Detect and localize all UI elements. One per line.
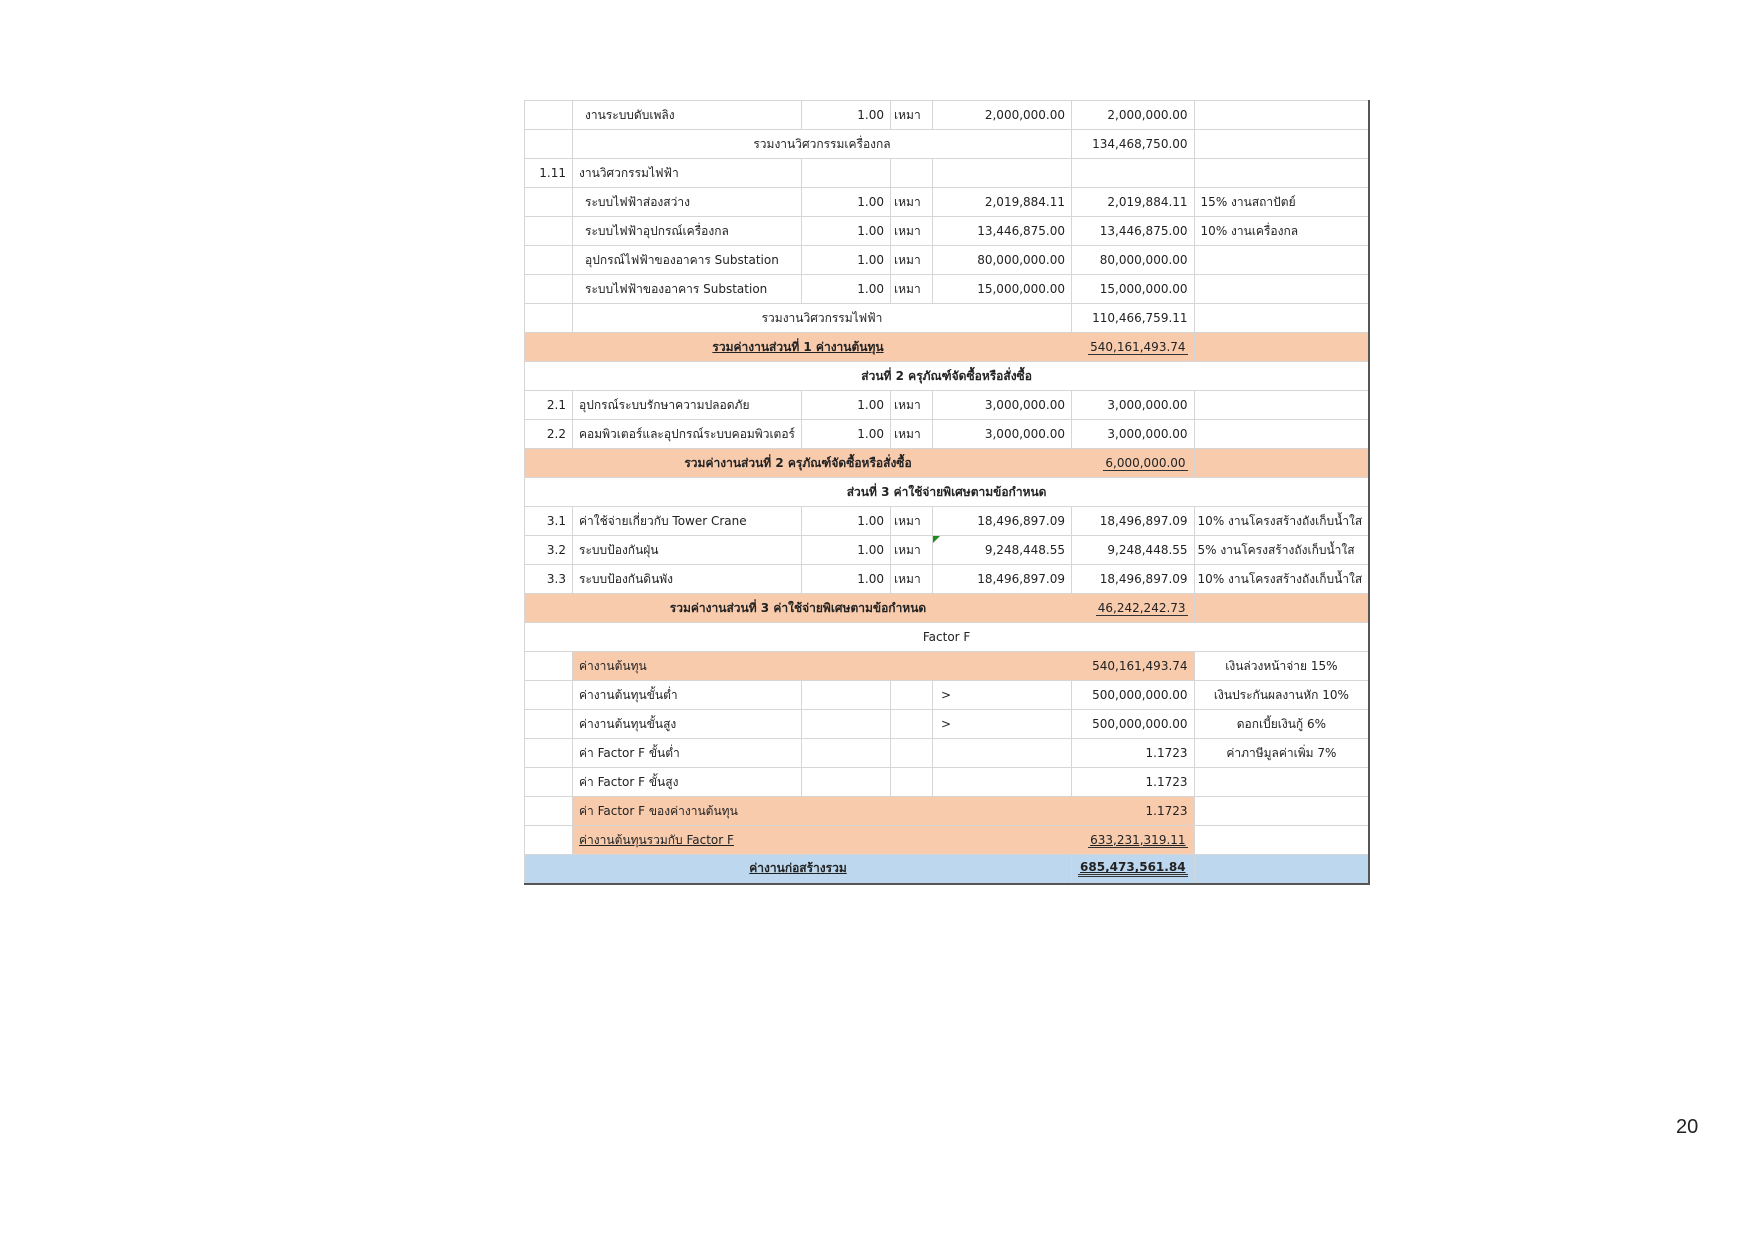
factor-note: เงินล่วงหน้าจ่าย 15% xyxy=(1194,652,1369,681)
factor-row xyxy=(525,739,1370,768)
empty-cell xyxy=(1194,797,1369,826)
empty-cell xyxy=(802,681,891,710)
part1-total-label-text: รวมค่างานส่วนที่ 1 ค่างานต้นทุน xyxy=(712,339,884,354)
qty-cell: 1.00 xyxy=(802,217,891,246)
part2-total-amount xyxy=(1072,449,1195,478)
subtotal-amount: 134,468,750.00 xyxy=(1072,130,1195,159)
unit-price-cell: 3,000,000.00 xyxy=(933,391,1072,420)
empty-cell xyxy=(525,130,573,159)
factor-f-title-row xyxy=(525,623,1370,652)
note-cell xyxy=(1194,101,1369,130)
amount-cell: 13,446,875.00 xyxy=(1072,217,1195,246)
factor-row xyxy=(525,826,1370,855)
part2-total-row xyxy=(525,449,1370,478)
grand-total-value: 685,473,561.84 xyxy=(1078,860,1188,877)
table-row xyxy=(525,536,1370,565)
factor-max-label: ค่างานต้นทุนขั้นสูง xyxy=(573,710,802,739)
factor-min-value: 500,000,000.00 xyxy=(1072,681,1195,710)
unit-cell: เหมา xyxy=(891,420,933,449)
unit-price-cell: 2,000,000.00 xyxy=(933,101,1072,130)
part3-total-row xyxy=(525,594,1370,623)
unit-cell: เหมา xyxy=(891,101,933,130)
item-name-cell: ระบบไฟฟ้าของอาคาร Substation xyxy=(573,275,802,304)
factor-max-value: 500,000,000.00 xyxy=(1072,710,1195,739)
unit-cell: เหมา xyxy=(891,188,933,217)
unit-cell: เหมา xyxy=(891,391,933,420)
unit-cell: เหมา xyxy=(891,275,933,304)
qty-cell: 1.00 xyxy=(802,101,891,130)
item-name-cell: งานระบบดับเพลิง xyxy=(573,101,802,130)
factor-row xyxy=(525,768,1370,797)
part3-total-label: รวมค่างานส่วนที่ 3 ค่าใช้จ่ายพิเศษตามข้อกำหนด xyxy=(525,594,1072,623)
note-cell: 15% งานสถาปัตย์ xyxy=(1194,188,1369,217)
empty-cell xyxy=(525,710,573,739)
factor-note: เงินประกันผลงานหัก 10% xyxy=(1194,681,1369,710)
empty-cell xyxy=(525,217,573,246)
empty-cell xyxy=(525,275,573,304)
item-name-cell: ระบบไฟฟ้าส่องสว่าง xyxy=(573,188,802,217)
cost-with-f-amount xyxy=(1072,826,1195,855)
item-name-cell: คอมพิวเตอร์และอุปกรณ์ระบบคอมพิวเตอร์ xyxy=(573,420,802,449)
empty-cell xyxy=(891,159,933,188)
factor-note: ค่าภาษีมูลค่าเพิ่ม 7% xyxy=(1194,739,1369,768)
empty-cell xyxy=(933,739,1072,768)
cost-estimate-table xyxy=(524,100,1370,885)
empty-cell xyxy=(525,188,573,217)
factor-fmax-value: 1.1723 xyxy=(1072,768,1195,797)
grand-total-label xyxy=(525,855,1072,884)
factor-fmin-value: 1.1723 xyxy=(1072,739,1195,768)
empty-cell xyxy=(891,681,933,710)
part1-total-amount xyxy=(1072,333,1195,362)
cost-with-f-label-text: ค่างานต้นทุนรวมกับ Factor F xyxy=(579,832,734,847)
amount-cell: 18,496,897.09 xyxy=(1072,507,1195,536)
qty-cell: 1.00 xyxy=(802,536,891,565)
subtotal-row xyxy=(525,130,1370,159)
note-cell: 10% งานโครงสร้างถังเก็บน้ำใส xyxy=(1194,565,1369,594)
qty-cell: 1.00 xyxy=(802,246,891,275)
empty-cell xyxy=(891,739,933,768)
empty-cell xyxy=(1194,826,1369,855)
qty-cell: 1.00 xyxy=(802,420,891,449)
empty-cell xyxy=(1194,449,1369,478)
empty-cell xyxy=(891,768,933,797)
cost-with-f-value: 633,231,319.11 xyxy=(1090,832,1186,847)
item-name-cell: อุปกรณ์ระบบรักษาความปลอดภัย xyxy=(573,391,802,420)
empty-cell xyxy=(1194,159,1369,188)
factor-cost-label: ค่างานต้นทุน xyxy=(573,652,1072,681)
item-name-cell: ค่าใช้จ่ายเกี่ยวกับ Tower Crane xyxy=(573,507,802,536)
table-row xyxy=(525,565,1370,594)
subtotal-label: รวมงานวิศวกรรมไฟฟ้า xyxy=(573,304,1072,333)
empty-cell xyxy=(525,652,573,681)
item-name-cell: งานวิศวกรรมไฟฟ้า xyxy=(573,159,802,188)
unit-price-cell: 18,496,897.09 xyxy=(933,507,1072,536)
empty-cell xyxy=(891,710,933,739)
table-row xyxy=(525,101,1370,130)
part2-title-row xyxy=(525,362,1370,391)
empty-cell xyxy=(1194,333,1369,362)
table-row xyxy=(525,217,1370,246)
note-cell xyxy=(1194,420,1369,449)
item-name-cell: อุปกรณ์ไฟฟ้าของอาคาร Substation xyxy=(573,246,802,275)
empty-cell xyxy=(1194,855,1369,884)
subtotal-row xyxy=(525,304,1370,333)
page-number: 20 xyxy=(1676,1116,1699,1138)
grand-total-amount xyxy=(1072,855,1195,884)
part2-total-value: 6,000,000.00 xyxy=(1105,455,1186,470)
empty-cell xyxy=(525,797,573,826)
factor-fcost-value: 1.1723 xyxy=(1072,797,1195,826)
comparison-operator: > xyxy=(933,710,1072,739)
qty-cell: 1.00 xyxy=(802,507,891,536)
part1-total-row xyxy=(525,333,1370,362)
empty-cell xyxy=(933,768,1072,797)
empty-cell xyxy=(1194,130,1369,159)
empty-cell xyxy=(802,739,891,768)
factor-cost-value: 540,161,493.74 xyxy=(1072,652,1195,681)
item-name-cell: ระบบป้องกันฝุ่น xyxy=(573,536,802,565)
amount-cell: 2,019,884.11 xyxy=(1072,188,1195,217)
item-no-cell: 2.2 xyxy=(525,420,573,449)
subtotal-amount: 110,466,759.11 xyxy=(1072,304,1195,333)
unit-price-cell: 9,248,448.55 xyxy=(933,536,1072,565)
empty-cell xyxy=(525,739,573,768)
factor-row xyxy=(525,797,1370,826)
grand-total-row xyxy=(525,855,1370,884)
factor-row xyxy=(525,652,1370,681)
part3-title-row xyxy=(525,478,1370,507)
amount-cell: 15,000,000.00 xyxy=(1072,275,1195,304)
qty-cell: 1.00 xyxy=(802,391,891,420)
empty-cell xyxy=(1194,594,1369,623)
subtotal-label: รวมงานวิศวกรรมเครื่องกล xyxy=(573,130,1072,159)
empty-cell xyxy=(1194,768,1369,797)
amount-cell: 9,248,448.55 xyxy=(1072,536,1195,565)
amount-cell: 3,000,000.00 xyxy=(1072,420,1195,449)
unit-price-cell: 15,000,000.00 xyxy=(933,275,1072,304)
empty-cell xyxy=(525,768,573,797)
table-row xyxy=(525,391,1370,420)
item-no-cell: 3.1 xyxy=(525,507,573,536)
unit-cell: เหมา xyxy=(891,536,933,565)
factor-fmin-label: ค่า Factor F ขั้นต่ำ xyxy=(573,739,802,768)
unit-price-cell: 80,000,000.00 xyxy=(933,246,1072,275)
part3-title: ส่วนที่ 3 ค่าใช้จ่ายพิเศษตามข้อกำหนด xyxy=(525,478,1370,507)
empty-cell xyxy=(1194,304,1369,333)
factor-fmax-label: ค่า Factor F ขั้นสูง xyxy=(573,768,802,797)
note-cell: 5% งานโครงสร้างถังเก็บน้ำใส xyxy=(1194,536,1369,565)
part1-total-value: 540,161,493.74 xyxy=(1090,339,1186,354)
unit-cell: เหมา xyxy=(891,565,933,594)
cost-with-f-label xyxy=(573,826,1072,855)
item-no-cell: 3.3 xyxy=(525,565,573,594)
part3-total-amount xyxy=(1072,594,1195,623)
item-no-cell: 2.1 xyxy=(525,391,573,420)
grand-total-label-text: ค่างานก่อสร้างรวม xyxy=(749,861,847,876)
qty-cell: 1.00 xyxy=(802,188,891,217)
unit-cell: เหมา xyxy=(891,507,933,536)
unit-price-cell: 3,000,000.00 xyxy=(933,420,1072,449)
table-row xyxy=(525,275,1370,304)
factor-min-label: ค่างานต้นทุนขั้นต่ำ xyxy=(573,681,802,710)
table-row xyxy=(525,420,1370,449)
table-row xyxy=(525,246,1370,275)
item-no-cell xyxy=(525,101,573,130)
unit-cell: เหมา xyxy=(891,217,933,246)
part2-title: ส่วนที่ 2 ครุภัณฑ์จัดซื้อหรือสั่งซื้อ xyxy=(525,362,1370,391)
unit-price-cell: 18,496,897.09 xyxy=(933,565,1072,594)
unit-price-cell: 2,019,884.11 xyxy=(933,188,1072,217)
note-cell xyxy=(1194,246,1369,275)
factor-row xyxy=(525,681,1370,710)
amount-cell: 80,000,000.00 xyxy=(1072,246,1195,275)
empty-cell xyxy=(802,710,891,739)
empty-cell xyxy=(1072,159,1195,188)
part3-total-value: 46,242,242.73 xyxy=(1097,600,1186,615)
item-no-cell: 1.11 xyxy=(525,159,573,188)
note-cell: 10% งานเครื่องกล xyxy=(1194,217,1369,246)
unit-price-cell: 13,446,875.00 xyxy=(933,217,1072,246)
note-cell xyxy=(1194,391,1369,420)
part2-total-label: รวมค่างานส่วนที่ 2 ครุภัณฑ์จัดซื้อหรือสั่งซื้อ xyxy=(525,449,1072,478)
comparison-operator: > xyxy=(933,681,1072,710)
factor-row xyxy=(525,710,1370,739)
table-row xyxy=(525,188,1370,217)
factor-fcost-label: ค่า Factor F ของค่างานต้นทุน xyxy=(573,797,1072,826)
factor-f-title: Factor F xyxy=(525,623,1370,652)
item-no-cell: 3.2 xyxy=(525,536,573,565)
factor-note: ดอกเบี้ยเงินกู้ 6% xyxy=(1194,710,1369,739)
note-cell xyxy=(1194,275,1369,304)
table-row xyxy=(525,159,1370,188)
item-name-cell: ระบบป้องกันดินพัง xyxy=(573,565,802,594)
amount-cell: 18,496,897.09 xyxy=(1072,565,1195,594)
table-row xyxy=(525,507,1370,536)
note-cell: 10% งานโครงสร้างถังเก็บน้ำใส xyxy=(1194,507,1369,536)
empty-cell xyxy=(525,681,573,710)
qty-cell: 1.00 xyxy=(802,565,891,594)
empty-cell xyxy=(525,826,573,855)
empty-cell xyxy=(525,304,573,333)
amount-cell: 2,000,000.00 xyxy=(1072,101,1195,130)
amount-cell: 3,000,000.00 xyxy=(1072,391,1195,420)
unit-cell: เหมา xyxy=(891,246,933,275)
empty-cell xyxy=(933,159,1072,188)
empty-cell xyxy=(802,159,891,188)
empty-cell xyxy=(802,768,891,797)
qty-cell: 1.00 xyxy=(802,275,891,304)
part1-total-label xyxy=(525,333,1072,362)
item-name-cell: ระบบไฟฟ้าอุปกรณ์เครื่องกล xyxy=(573,217,802,246)
empty-cell xyxy=(525,246,573,275)
